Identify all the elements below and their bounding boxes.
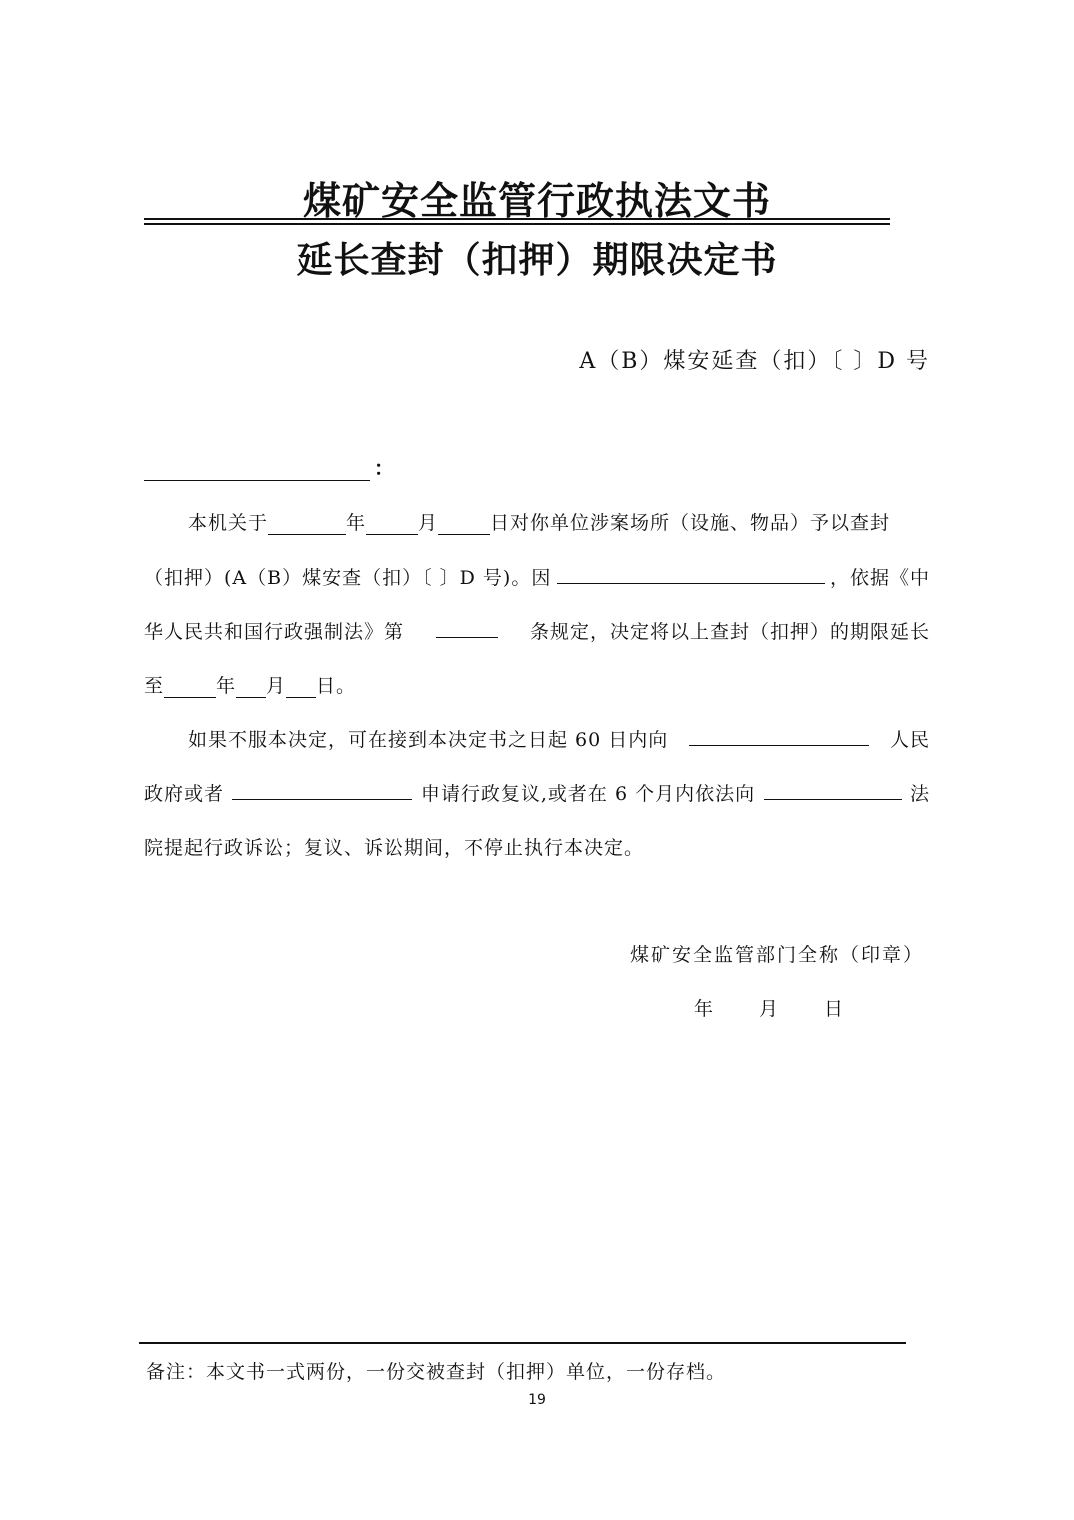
day-blank — [438, 514, 490, 535]
issuing-authority: 煤矿安全监管部门全称（印章） — [629, 944, 924, 966]
addressee-line — [144, 452, 394, 481]
addressee-blank — [144, 458, 370, 481]
issue-date: 年 月 日 — [694, 998, 844, 1020]
article-blank — [436, 617, 498, 638]
body-line-7: 院提起行政诉讼；复议、诉讼期间，不停止执行本决定。 — [144, 837, 645, 859]
body-line-4: 至 年 月 日。 — [144, 675, 357, 697]
body-line-6: 政府或者 申请行政复议,或者在 6 个月内依法向 法 — [144, 779, 930, 806]
extend-day-blank — [286, 677, 316, 698]
document-category-title: 煤矿安全监管行政执法文书 — [302, 179, 771, 223]
extend-year-blank — [164, 677, 216, 698]
body-line-3: 华人民共和国行政强制法》第 条规定，决定将以上查封（扣押）的期限延长 — [144, 617, 930, 644]
document-number: A（B）煤安延查（扣）〔 〕D 号 — [579, 349, 930, 374]
body-line-5: 如果不服本决定，可在接到本决定书之日起 60 日内向 人民 — [144, 725, 930, 752]
government-blank — [689, 725, 869, 746]
year-blank — [268, 514, 346, 535]
month-blank — [366, 514, 418, 535]
review-agency-blank — [232, 779, 412, 800]
document-title: 延长查封（扣押）期限决定书 — [296, 240, 778, 281]
body-line-1: 本机关于 年 月 日对你单位涉案场所（设施、物品）予以查封 — [188, 512, 891, 534]
addressee-colon: ： — [374, 456, 394, 480]
extend-month-blank — [236, 677, 266, 698]
body-line-2: （扣押）(A（B）煤安查（扣）〔 〕D 号)。因 ，依据《中 — [144, 563, 930, 590]
page-number: 19 — [528, 1392, 546, 1408]
title-divider-bottom — [144, 223, 890, 225]
footer-divider — [139, 1342, 906, 1344]
reason-blank — [557, 563, 825, 584]
title-divider-top — [144, 218, 890, 220]
court-blank — [764, 779, 902, 800]
footer-note: 备注：本文书一式两份，一份交被查封（扣押）单位，一份存档。 — [146, 1361, 727, 1383]
